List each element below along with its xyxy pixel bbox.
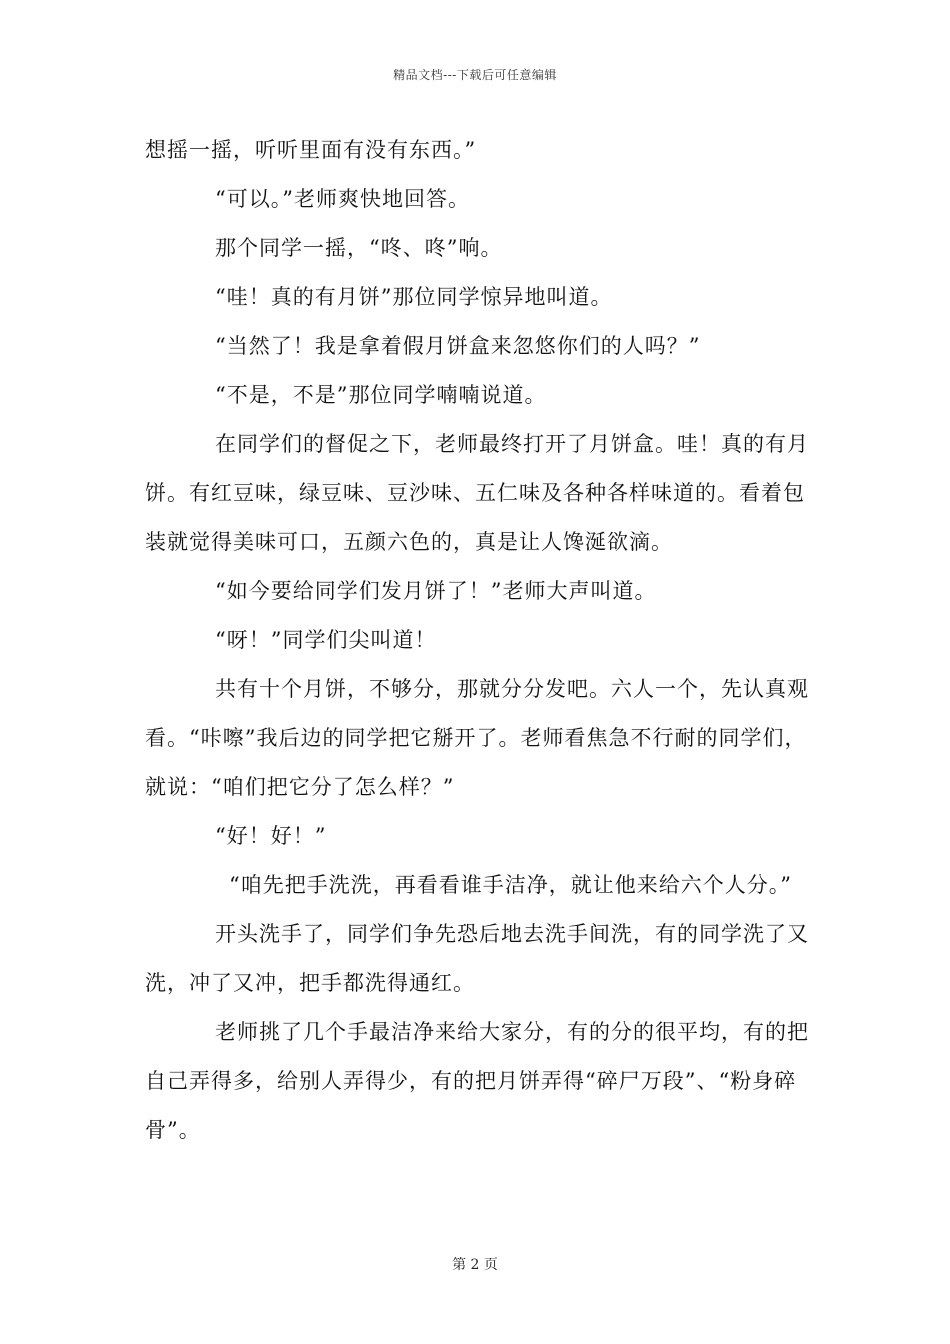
page-header: 精品文档---下载后可任意编辑 <box>393 68 557 82</box>
paragraph: 那个同学一摇，“咚、咚”响。 <box>215 236 503 260</box>
paragraph: “当然了！我是拿着假月饼盒来忽悠你们的人吗？” <box>215 334 701 358</box>
paragraph: “好！好！” <box>215 824 327 848</box>
page-number: 第 2 页 <box>452 1257 498 1273</box>
paragraph: 在同学们的督促之下，老师最终打开了月饼盒。哇！真的有月饼。有红豆味，绿豆味、豆沙味、五仁味及各种各样味道的。看着包装就觉得美味可口，五颜六色的，真是让人馋涎欲滴。 <box>145 432 809 554</box>
paragraph: 老师挑了几个手最洁净来给大家分，有的分的很平均，有的把自己弄得多，给别人弄得少，有的把月饼弄得“碎尸万段”、“粉身碎骨”。 <box>145 1020 809 1142</box>
paragraph: “呀！”同学们尖叫道！ <box>215 628 437 652</box>
paragraph: 想摇一摇，听听里面有没有东西。” <box>145 138 477 162</box>
paragraph: “可以。”老师爽快地回答。 <box>215 187 470 211</box>
paragraph: “不是，不是”那位同学喃喃说道。 <box>215 383 547 407</box>
paragraph: “如今要给同学们发月饼了！”老师大声叫道。 <box>215 579 657 603</box>
paragraph: “咱先把手洗洗，再看看谁手洁净，就让他来给六个人分。” <box>229 873 792 897</box>
paragraph: “哇！真的有月饼”那位同学惊异地叫道。 <box>215 285 613 309</box>
document-body <box>145 126 810 1155</box>
paragraph: 开头洗手了，同学们争先恐后地去洗手间洗，有的同学洗了又洗，冲了又冲，把手都洗得通红。 <box>145 922 809 995</box>
paragraph: 共有十个月饼，不够分，那就分分发吧。六人一个，先认真观看。“咔嚓”我后边的同学把它掰开了。老师看焦急不行耐的同学们，就说：“咱们把它分了怎么样？” <box>145 677 809 799</box>
